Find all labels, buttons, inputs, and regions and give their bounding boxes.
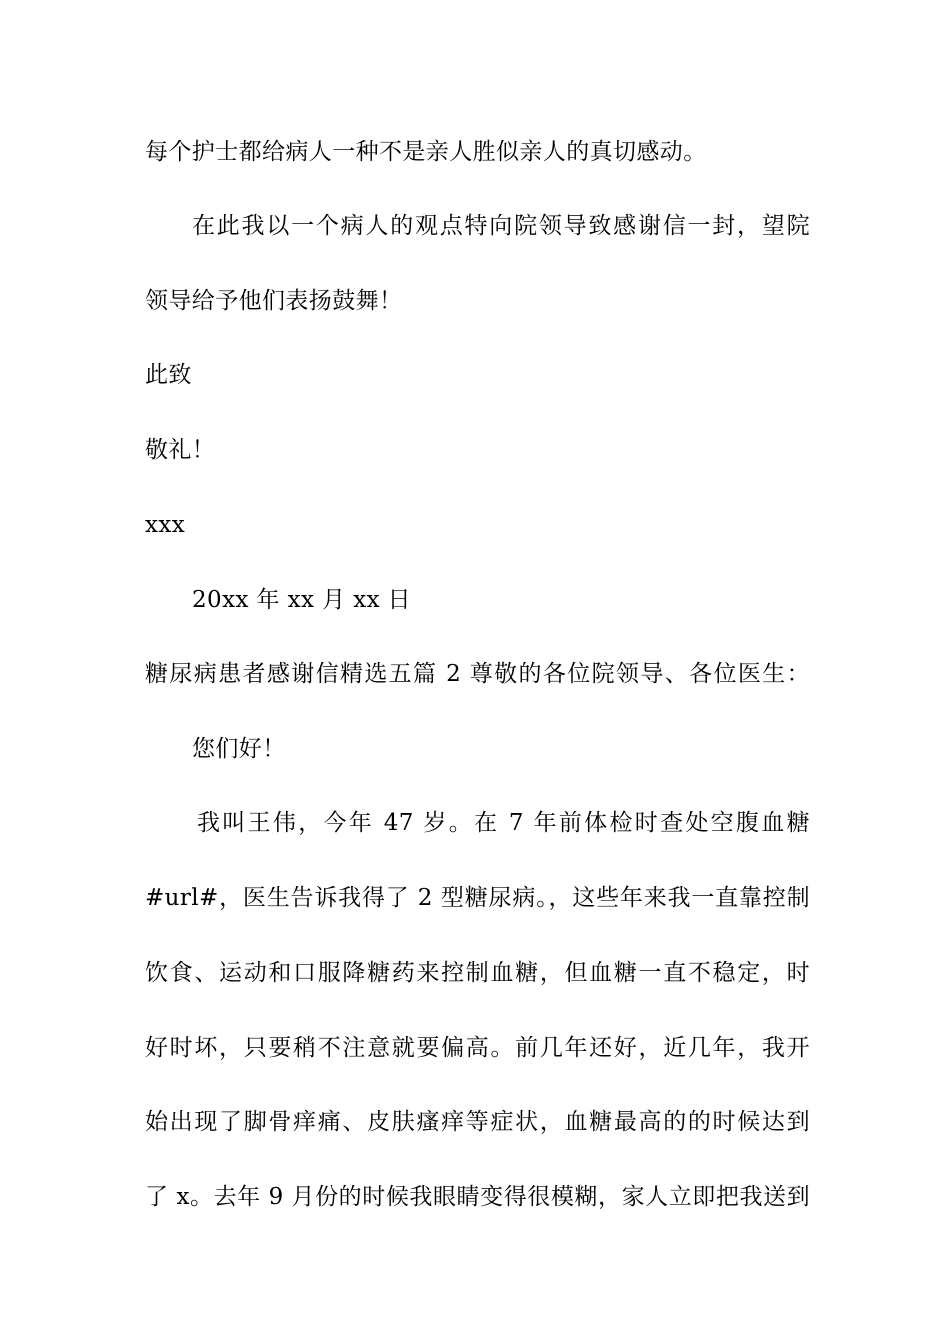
closing-line: 敬礼！ (145, 437, 216, 463)
greeting-line: 您们好！ (192, 736, 286, 762)
signature-line: xxx (145, 512, 186, 538)
paragraph-line-2: #url#，医生告诉我得了 2 型糖尿病。，这些年来我一直靠控制 (145, 885, 810, 911)
paragraph-line-6: 了 x。去年 9 月份的时候我眼睛变得很模糊，家人立即把我送到 (145, 1184, 810, 1210)
text-line-1: 每个护士都给病人一种不是亲人胜似亲人的真切感动。 (145, 139, 707, 165)
date-line: 20xx 年 xx 月 xx 日 (192, 587, 412, 613)
paragraph-line-1: 我叫王伟，今年 47 岁。在 7 年前体检时查处空腹血糖 (197, 810, 810, 836)
salutation-line: 此致 (145, 362, 192, 388)
letter-title-line: 糖尿病患者感谢信精选五篇 2 尊敬的各位院领导、各位医生： (145, 661, 810, 687)
paragraph-line-3: 饮食、运动和口服降糖药来控制血糖，但血糖一直不稳定，时 (145, 960, 810, 986)
text-line-3: 领导给予他们表扬鼓舞！ (145, 288, 403, 314)
paragraph-line-5: 始出现了脚骨痒痛、皮肤瘙痒等症状，血糖最高的的时候达到 (145, 1109, 810, 1135)
text-line-2: 在此我以一个病人的观点特向院领导致感谢信一封，望院 (192, 213, 810, 239)
paragraph-line-4: 好时坏，只要稍不注意就要偏高。前几年还好，近几年，我开 (145, 1035, 810, 1061)
